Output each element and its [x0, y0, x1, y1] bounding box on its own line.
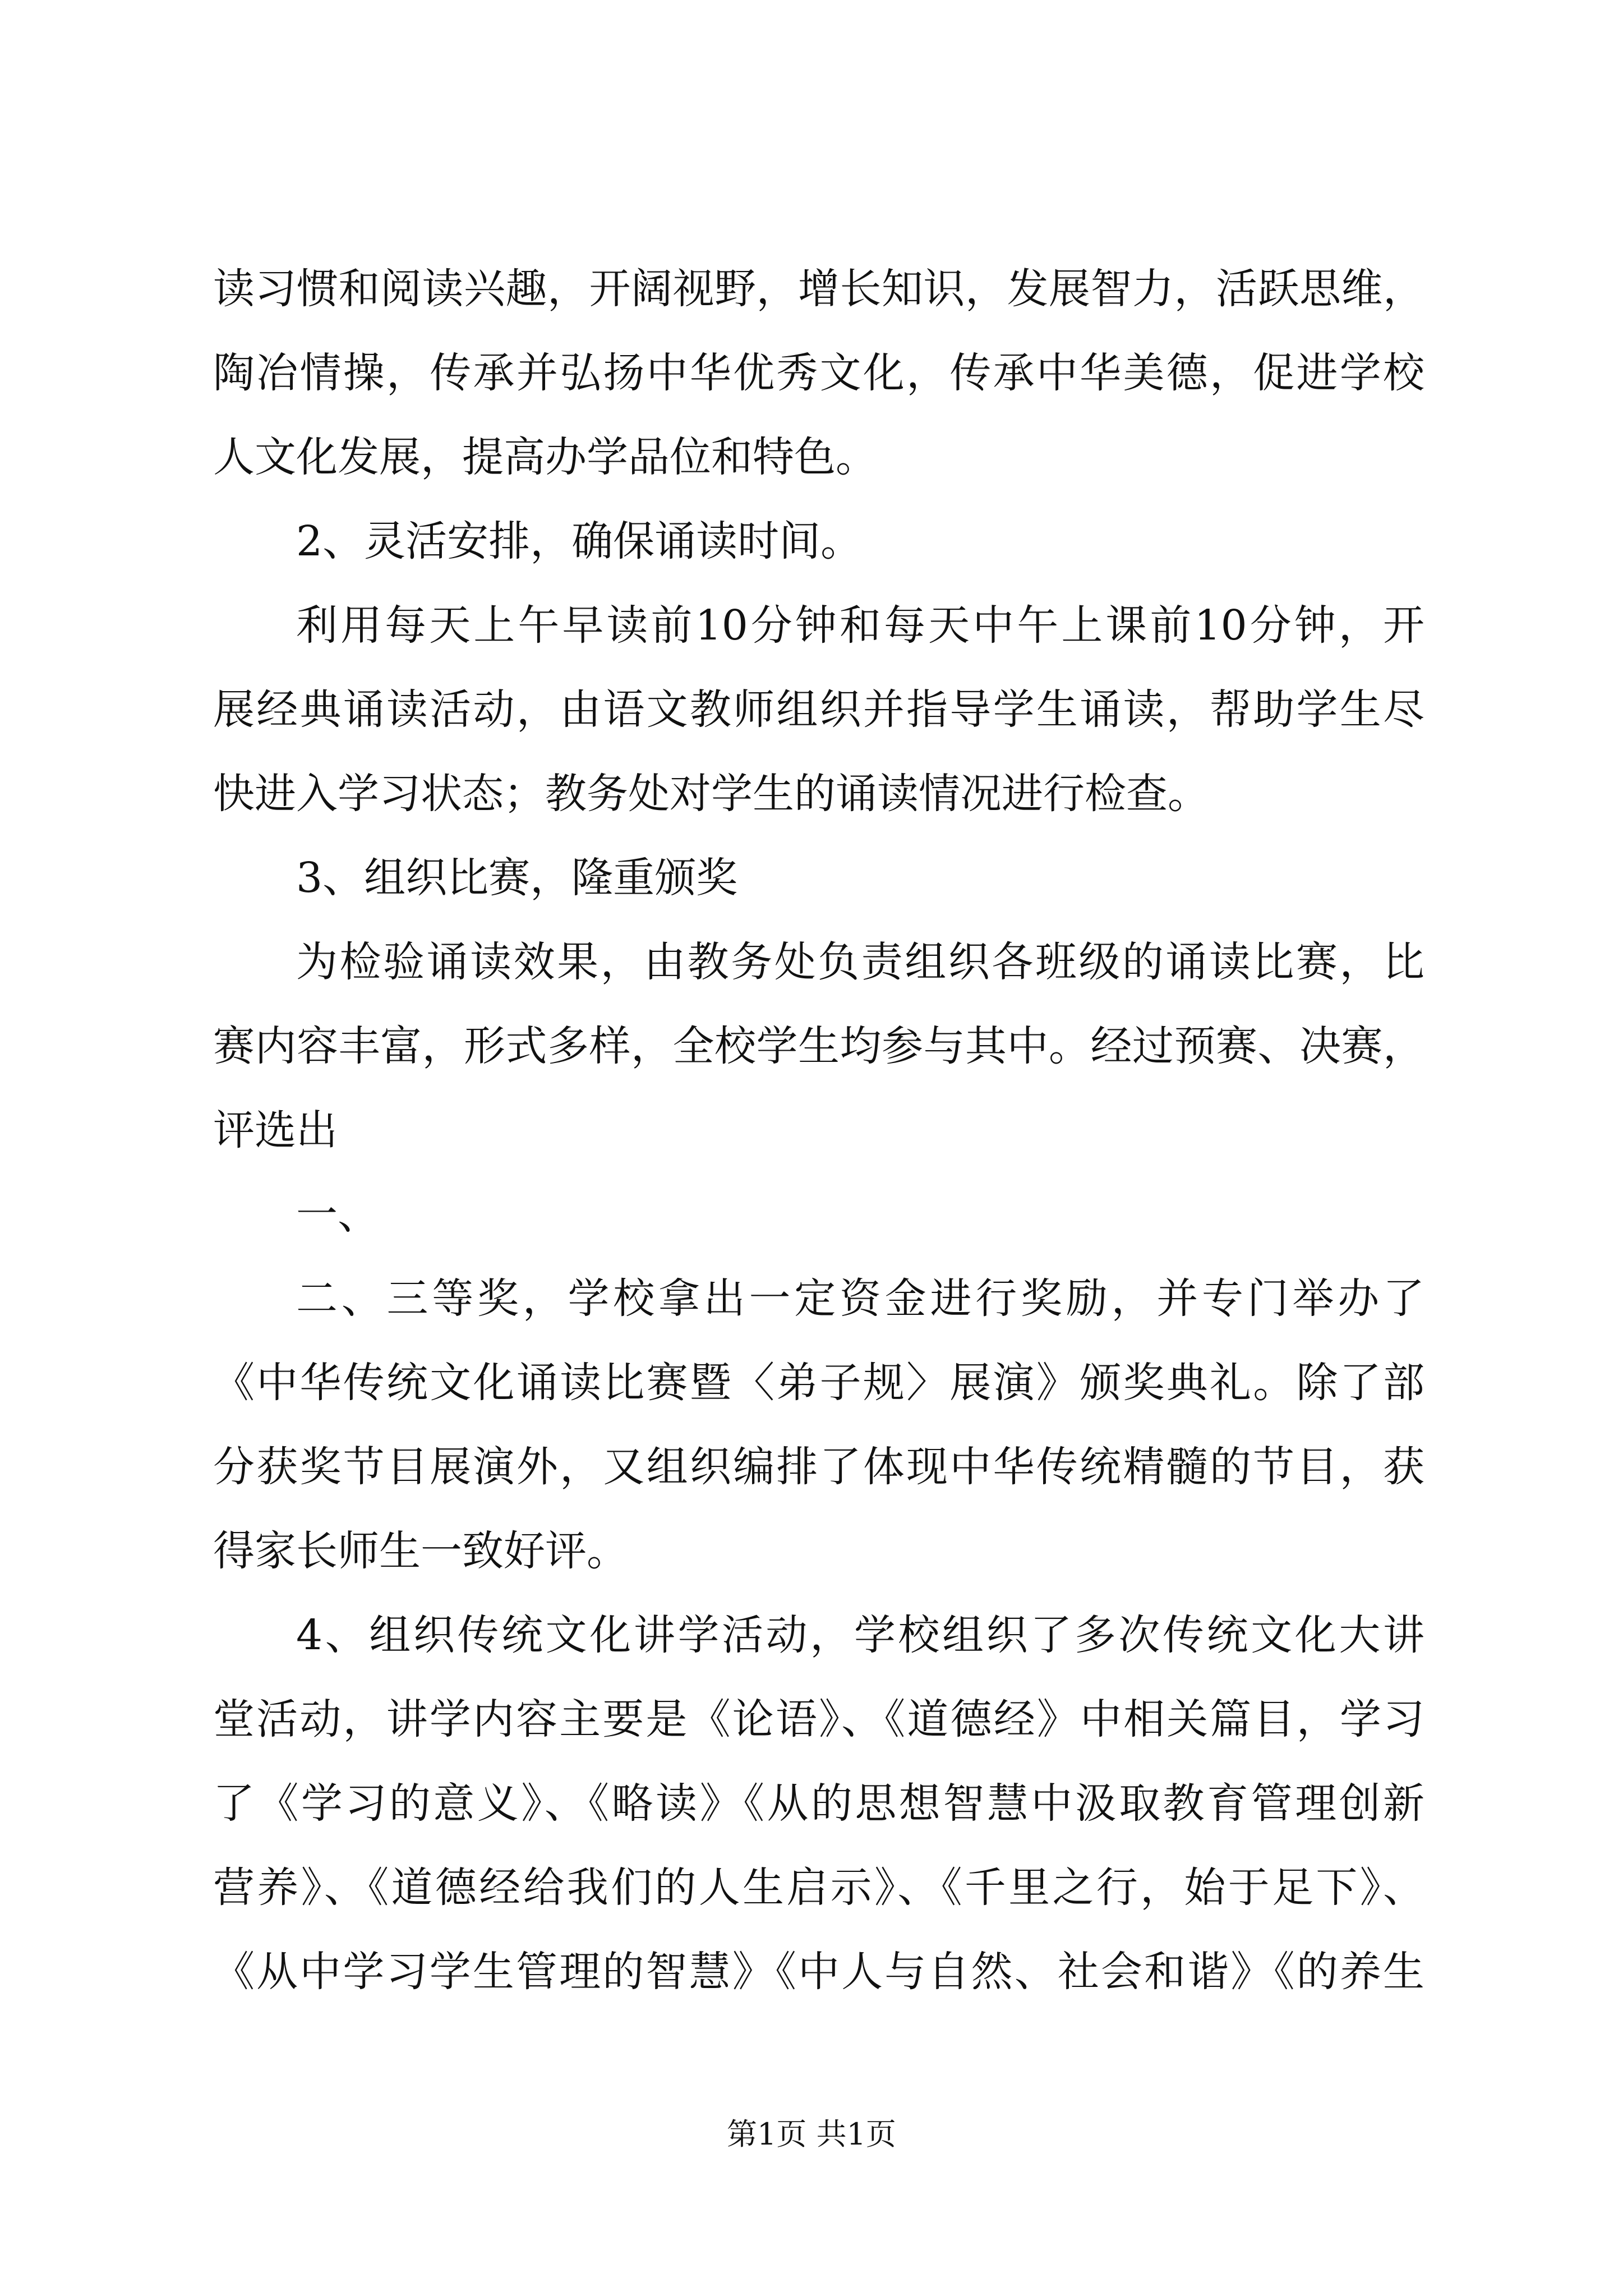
section-heading-3: 3、组织比赛，隆重颁奖 — [296, 854, 738, 902]
text-line: 人文化发展，提高办学品位和特色。 — [213, 433, 877, 481]
section-heading-2: 2、灵活安排，确保诵读时间。 — [296, 517, 863, 565]
text-line: 得家长师生一致好评。 — [213, 1527, 628, 1575]
text-line: 营养》、《道德经给我们的人生启示》、《千里之行，始于足下》、 — [213, 1864, 1424, 1912]
text-line: 为检验诵读效果，由教务处负责组织各班级的诵读比赛，比 — [296, 938, 1424, 986]
text-line: 堂活动，讲学内容主要是《论语》、《道德经》中相关篇目，学习 — [213, 1695, 1424, 1743]
text-line: 快进入学习状态；教务处对学生的诵读情况进行检查。 — [213, 770, 1209, 818]
page-number-label: 第1页 共1页 — [727, 2116, 896, 2152]
text-line: 展经典诵读活动，由语文教师组织并指导学生诵读，帮助学生尽 — [213, 685, 1424, 734]
text-line: 赛内容丰富，形式多样，全校学生均参与其中。经过预赛、决赛， — [213, 1022, 1424, 1070]
text-line: 一、 — [296, 1190, 379, 1239]
text-line: 评选出 — [213, 1106, 338, 1154]
text-line: 读习惯和阅读兴趣，开阔视野，增长知识，发展智力，活跃思维， — [213, 265, 1424, 313]
text-line: 陶冶情操，传承并弘扬中华优秀文化，传承中华美德，促进学校 — [213, 349, 1424, 397]
text-line: 《中华传统文化诵读比赛暨〈弟子规〉展演》颁奖典礼。除了部 — [213, 1359, 1424, 1407]
document-body — [213, 247, 1424, 2014]
text-line: 了《学习的意义》、《略读》《从的思想智慧中汲取教育管理创新 — [213, 1779, 1424, 1828]
page-footer — [0, 2110, 1623, 2154]
text-line: 二、三等奖，学校拿出一定资金进行奖励，并专门举办了 — [296, 1274, 1424, 1323]
text-line: 分获奖节目展演外，又组织编排了体现中华传统精髓的节目，获 — [213, 1443, 1424, 1491]
text-line: 《从中学习学生管理的智慧》《中人与自然、社会和谐》《的养生 — [213, 1948, 1424, 1996]
section-heading-4: 4、组织传统文化讲学活动，学校组织了多次传统文化大讲 — [296, 1611, 1424, 1659]
text-line: 利用每天上午早读前10分钟和每天中午上课前10分钟，开 — [296, 601, 1424, 650]
